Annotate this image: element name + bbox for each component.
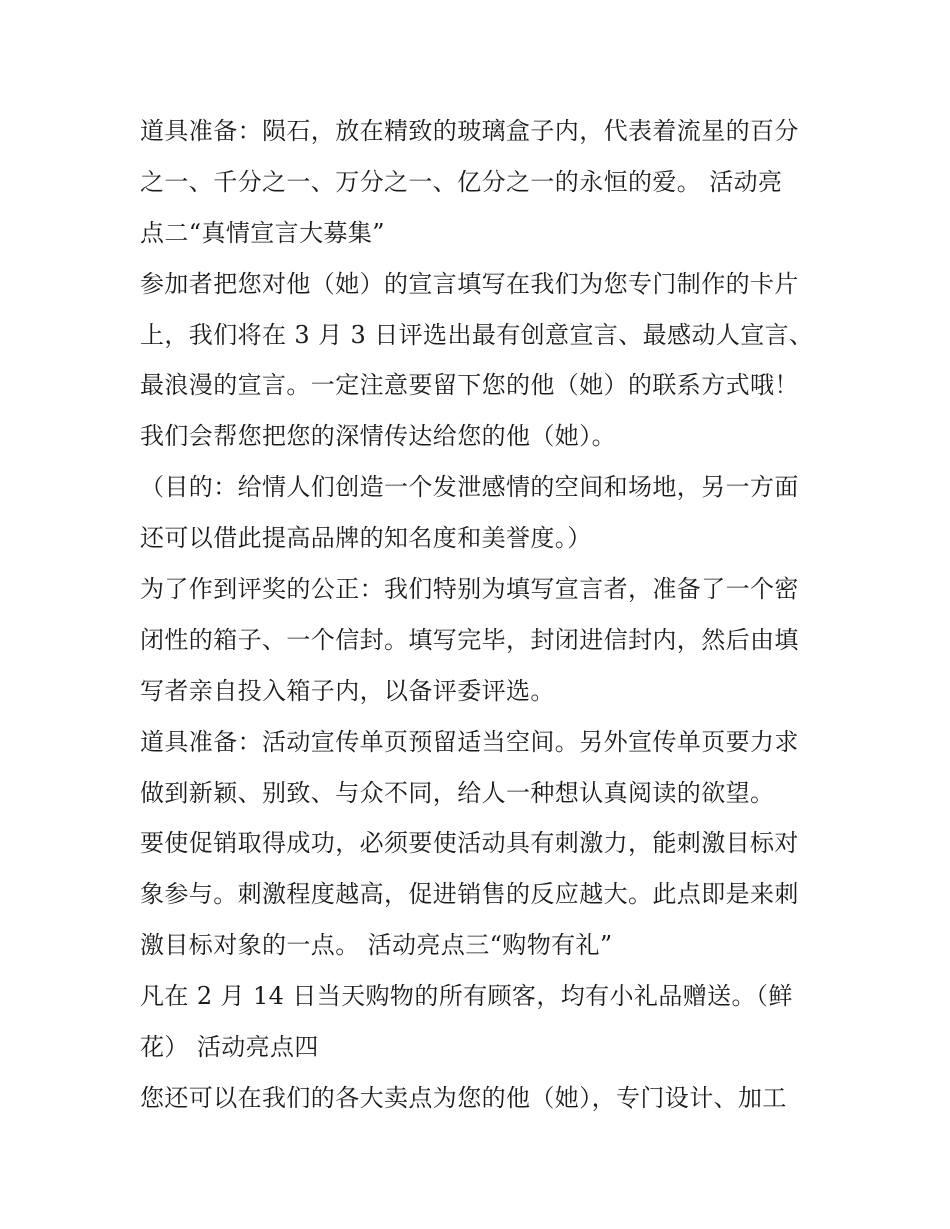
- text-line: 花） 活动亮点四: [140, 1033, 319, 1062]
- text-line: 凡在 2 月 14 日当天购物的所有顾客，均有小礼品赠送。（鲜: [140, 982, 793, 1011]
- text-line: （目的：给情人们创造一个发泄感情的空间和场地，另一方面: [140, 473, 799, 502]
- text-line: 道具准备：陨石，放在精致的玻璃盒子内，代表着流星的百分: [140, 117, 799, 145]
- text-line: 上，我们将在 3 月 3 日评选出最有创意宣言、最感动人宣言、: [140, 320, 814, 349]
- text-line: 点二“真情宣言大募集”: [140, 218, 385, 247]
- text-line: 之一、千分之一、万分之一、亿分之一的永恒的爱。 活动亮: [140, 167, 783, 196]
- text-line: 最浪漫的宣言。一定注意要留下您的他（她）的联系方式哦！: [140, 371, 799, 400]
- text-line: 还可以借此提高品牌的知名度和美誉度。）: [140, 524, 592, 553]
- text-line: 为了作到评奖的公正：我们特别为填写宣言者，准备了一个密: [140, 575, 799, 604]
- text-line: 象参与。刺激程度越高，促进销售的反应越大。此点即是来刺: [140, 880, 799, 909]
- document-body: [140, 106, 820, 1124]
- text-line: 做到新颖、别致、与众不同，给人一种想认真阅读的欲望。: [140, 778, 775, 807]
- text-line: 闭性的箱子、一个信封。填写完毕，封闭进信封内，然后由填: [140, 625, 799, 654]
- text-line: 您还可以在我们的各大卖点为您的他（她），专门设计、加工: [140, 1083, 787, 1112]
- text-line: 要使促销取得成功，必须要使活动具有刺激力，能刺激目标对: [140, 829, 799, 858]
- text-line: 激目标对象的一点。 活动亮点三“购物有礼”: [140, 931, 613, 960]
- text-line: 写者亲自投入箱子内，以备评委评选。: [140, 676, 555, 705]
- text-line: 我们会帮您把您的深情传达给您的他（她）。: [140, 422, 616, 451]
- text-line: 道具准备：活动宣传单页预留适当空间。另外宣传单页要力求: [140, 727, 799, 756]
- text-line: 参加者把您对他（她）的宣言填写在我们为您专门制作的卡片: [140, 269, 799, 298]
